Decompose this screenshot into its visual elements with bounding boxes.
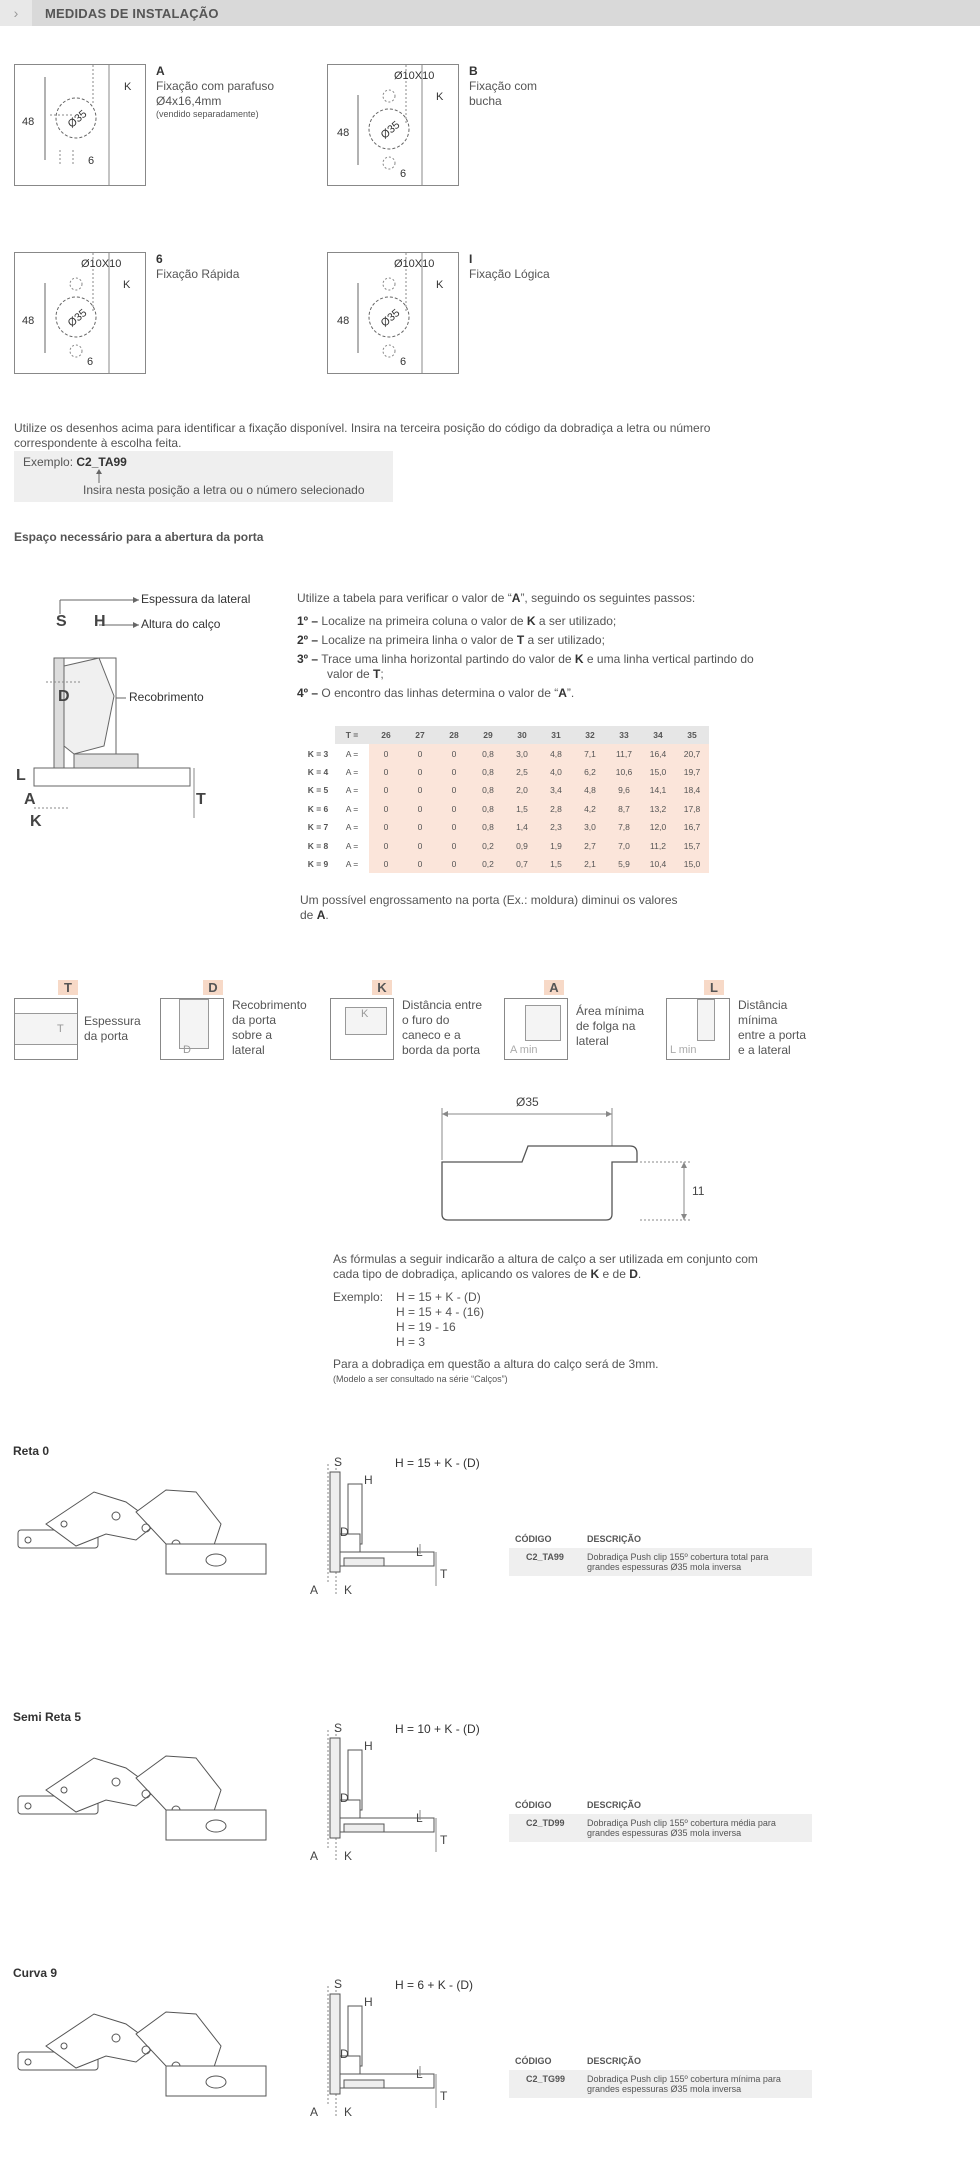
a-cell: 8,7 — [607, 800, 641, 818]
a-cell: 0 — [403, 763, 437, 781]
step-3: 3º – Trace uma linha horizontal partindo do valor de K e uma linha vertical partindo do — [297, 652, 754, 666]
dimension-drawing — [300, 1454, 460, 1604]
a-cell: 0 — [437, 855, 471, 873]
a-cell: 15,7 — [675, 836, 709, 854]
a-cell: 1,9 — [539, 836, 573, 854]
a-cell: 2,5 — [505, 763, 539, 781]
a-label: A = — [335, 744, 369, 762]
legend-inner: D — [183, 1044, 191, 1056]
section-header — [0, 0, 980, 26]
formula-note: (Modelo a ser consultado na série “Calços”) — [333, 1374, 508, 1384]
hinge-illustration — [16, 2006, 272, 2116]
a-cell: 5,9 — [607, 855, 641, 873]
a-cell: 0 — [403, 781, 437, 799]
legend-text-k: Distância entre o furo do caneco e a borda da porta — [402, 998, 483, 1057]
example-line — [23, 455, 127, 470]
a-cell: 10,6 — [607, 763, 641, 781]
fixation-letter: I — [469, 252, 473, 266]
steps-intro: Utilize a tabela para verificar o valor de “A”, seguindo os seguintes passos: — [297, 591, 696, 605]
dim-k: K — [344, 1583, 353, 1597]
table-row — [301, 744, 709, 762]
cup-depth: 11 — [692, 1184, 705, 1198]
product-formula: H = 6 + K - (D) — [395, 1978, 474, 1992]
step-2: 2º – Localize na primeira linha o valor de T a ser utilizado; — [297, 633, 605, 647]
k-label: K = 7 — [301, 818, 335, 836]
product-section — [0, 1966, 980, 2166]
product-section — [0, 1444, 980, 1644]
legend-tag-k: K — [372, 980, 392, 995]
k-label: K = 3 — [301, 744, 335, 762]
t-value: 34 — [641, 726, 675, 744]
dim-s: S — [334, 1455, 343, 1469]
a-label: A = — [335, 818, 369, 836]
dim-k: K — [124, 81, 132, 93]
a-cell: 0,7 — [505, 855, 539, 873]
formula-example-label: Exemplo: — [333, 1290, 384, 1304]
dim-48: 48 — [337, 315, 350, 327]
a-cell: 6,2 — [573, 763, 607, 781]
product-desc: Dobradiça Push clip 155º cobertura mínima para grandes espessuras Ø35 mola inversa — [587, 2074, 781, 2094]
a-cell: 3,0 — [505, 744, 539, 762]
code-table — [509, 1798, 812, 1842]
a-cell: 4,8 — [539, 744, 573, 762]
a-cell: 0 — [369, 836, 403, 854]
dim-6: 6 — [400, 356, 407, 368]
formula-line: H = 15 + 4 - (16) — [396, 1305, 485, 1319]
legend-tag-d: D — [203, 980, 223, 995]
product-code: C2_TD99 — [526, 1818, 565, 1828]
t-value: 35 — [675, 726, 709, 744]
code-table — [509, 2054, 812, 2098]
label-d: D — [58, 688, 70, 705]
a-cell: 11,2 — [641, 836, 675, 854]
a-cell: 0,8 — [471, 818, 505, 836]
code-header: CÓDIGO — [515, 1534, 552, 1544]
legend-inner: K — [361, 1008, 369, 1020]
example-box — [14, 451, 393, 502]
a-cell: 20,7 — [675, 744, 709, 762]
a-cell: 4,2 — [573, 800, 607, 818]
t-value: 32 — [573, 726, 607, 744]
table-row — [301, 855, 709, 873]
a-cell: 19,7 — [675, 763, 709, 781]
dim-10x10: Ø10X10 — [394, 70, 435, 82]
a-cell: 1,4 — [505, 818, 539, 836]
code-header: CÓDIGO — [515, 2056, 552, 2066]
a-cell: 4,0 — [539, 763, 573, 781]
dim-t: T — [440, 2089, 448, 2103]
a-cell: 1,5 — [539, 855, 573, 873]
a-value-table — [301, 726, 709, 873]
dim-l: L — [416, 1811, 423, 1825]
product-formula: H = 15 + K - (D) — [395, 1456, 480, 1470]
legend-box-k — [330, 998, 394, 1060]
dim-k: K — [123, 279, 131, 291]
a-cell: 0 — [437, 744, 471, 762]
dim-48: 48 — [22, 116, 35, 128]
a-cell: 12,0 — [641, 818, 675, 836]
fixation-line: Fixação com — [469, 79, 538, 93]
product-desc: Dobradiça Push clip 155º cobertura média para grandes espessuras Ø35 mola inversa — [587, 1818, 776, 1838]
intro-paragraph: Utilize os desenhos acima para identificar a fixação disponível. Insira na terceira posição do código da dobradiça a letra ou número correspondente à escolha feita. — [14, 421, 711, 450]
formula-line: H = 15 + K - (D) — [396, 1290, 481, 1304]
a-label: A = — [335, 763, 369, 781]
fixation-letter: B — [469, 64, 478, 78]
step-4: 4º – O encontro das linhas determina o valor de “A”. — [297, 686, 575, 700]
a-cell: 14,1 — [641, 781, 675, 799]
dim-d: D — [340, 1791, 349, 1805]
code-table-header — [509, 1532, 812, 1548]
product-formula: H = 10 + K - (D) — [395, 1722, 480, 1736]
fixation-letter: 6 — [156, 252, 163, 266]
a-cell: 0 — [437, 836, 471, 854]
a-cell: 15,0 — [641, 763, 675, 781]
dim-k: K — [436, 91, 444, 103]
fixation-b-caption — [469, 64, 589, 109]
legend-box-d — [160, 998, 224, 1060]
legend-box-l — [666, 998, 730, 1060]
fixation-6-drawing — [15, 253, 145, 373]
a-cell: 2,8 — [539, 800, 573, 818]
label-recobrimento: Recobrimento — [129, 690, 204, 704]
a-cell: 0 — [403, 818, 437, 836]
a-label: A = — [335, 855, 369, 873]
label-a: A — [24, 791, 36, 808]
a-cell: 7,1 — [573, 744, 607, 762]
example-prefix: Exemplo: — [23, 455, 77, 469]
a-cell: 0,2 — [471, 855, 505, 873]
dim-48: 48 — [22, 315, 35, 327]
desc-header: DESCRIÇÃO — [587, 1534, 642, 1544]
a-cell: 0,9 — [505, 836, 539, 854]
dim-l: L — [416, 2067, 423, 2081]
section-title: MEDIDAS DE INSTALAÇÃO — [45, 6, 219, 21]
a-cell: 15,0 — [675, 855, 709, 873]
label-altura: Altura do calço — [141, 617, 221, 631]
product-section — [0, 1710, 980, 1910]
formula-line: H = 3 — [396, 1335, 426, 1349]
t-value: 33 — [607, 726, 641, 744]
chevron-right-icon[interactable]: › — [0, 0, 32, 26]
table-row — [301, 818, 709, 836]
dim-l: L — [416, 1545, 423, 1559]
a-cell: 4,8 — [573, 781, 607, 799]
fixation-line: Fixação com parafuso — [156, 79, 275, 93]
table-row — [301, 781, 709, 799]
t-value: 28 — [437, 726, 471, 744]
a-cell: 0 — [403, 836, 437, 854]
dim-10x10: Ø10X10 — [81, 258, 122, 270]
dim-a: A — [310, 2105, 319, 2119]
legend-inner: T — [57, 1023, 64, 1035]
example-code: C2_TA99 — [76, 455, 127, 469]
a-cell: 1,5 — [505, 800, 539, 818]
a-cell: 0,8 — [471, 744, 505, 762]
a-cell: 0 — [403, 855, 437, 873]
table-row — [301, 836, 709, 854]
dim-k: K — [436, 279, 444, 291]
fixation-diagram-i — [327, 252, 459, 374]
product-title: Reta 0 — [13, 1444, 50, 1458]
legend-tag-t: T — [58, 980, 78, 995]
a-cell: 3,4 — [539, 781, 573, 799]
a-cell: 7,0 — [607, 836, 641, 854]
dimension-drawing — [300, 1720, 460, 1870]
product-desc: Dobradiça Push clip 155º cobertura total para grandes espessuras Ø35 mola inversa — [587, 1552, 769, 1572]
dim-35: Ø35 — [65, 306, 90, 330]
table-row — [301, 800, 709, 818]
a-cell: 0 — [403, 800, 437, 818]
label-t: T — [196, 791, 206, 808]
legend-box-a — [504, 998, 568, 1060]
a-cell: 0 — [369, 781, 403, 799]
a-cell: 0,8 — [471, 800, 505, 818]
cup-drawing — [430, 1090, 710, 1230]
dim-t: T — [440, 1833, 448, 1847]
legend-text-t: Espessura da porta — [84, 1014, 141, 1043]
dim-a: A — [310, 1583, 319, 1597]
a-cell: 16,7 — [675, 818, 709, 836]
a-cell: 0 — [369, 744, 403, 762]
a-cell: 10,4 — [641, 855, 675, 873]
a-cell: 2,3 — [539, 818, 573, 836]
k-label: K = 5 — [301, 781, 335, 799]
a-cell: 17,8 — [675, 800, 709, 818]
a-cell: 2,0 — [505, 781, 539, 799]
a-label: A = — [335, 781, 369, 799]
arrow-up-icon — [94, 469, 104, 483]
a-cell: 0 — [437, 763, 471, 781]
fixation-diagram-a — [14, 64, 146, 186]
code-table — [509, 1532, 812, 1576]
a-cell: 0 — [437, 781, 471, 799]
a-cell: 2,7 — [573, 836, 607, 854]
a-cell: 0 — [437, 818, 471, 836]
desc-header: DESCRIÇÃO — [587, 2056, 642, 2066]
legend-text-l: Distância mínima entre a porta e a lateral — [738, 998, 807, 1057]
a-cell: 0,8 — [471, 763, 505, 781]
product-title: Semi Reta 5 — [13, 1710, 82, 1724]
dim-6: 6 — [400, 168, 407, 180]
fixation-6-caption — [156, 252, 276, 282]
product-code: C2_TG99 — [526, 2074, 566, 2084]
dim-k: K — [344, 2105, 353, 2119]
table-corner — [301, 726, 335, 744]
dim-35: Ø35 — [65, 107, 90, 131]
label-l: L — [16, 767, 26, 784]
example-hint: Insira nesta posição a letra ou o número selecionado — [83, 483, 365, 497]
space-title: Espaço necessário para a abertura da porta — [14, 530, 264, 544]
dim-d: D — [340, 1525, 349, 1539]
fixation-diagram-b — [327, 64, 459, 186]
a-cell: 9,6 — [607, 781, 641, 799]
hinge-illustration — [16, 1484, 272, 1594]
dim-t: T — [440, 1567, 448, 1581]
dim-d: D — [340, 2047, 349, 2061]
step-1: 1º – Localize na primeira coluna o valor de K a ser utilizado; — [297, 614, 617, 628]
a-cell: 0,8 — [471, 781, 505, 799]
fixation-line: Ø4x16,4mm — [156, 94, 222, 108]
a-cell: 18,4 — [675, 781, 709, 799]
formula-lines — [396, 1290, 484, 1350]
fixation-i-drawing — [328, 253, 458, 373]
a-cell: 13,2 — [641, 800, 675, 818]
t-value: 29 — [471, 726, 505, 744]
dim-35: Ø35 — [378, 306, 403, 330]
t-value: 30 — [505, 726, 539, 744]
a-table — [301, 726, 709, 873]
fixation-letter: A — [156, 64, 165, 78]
t-label: T = — [335, 726, 369, 744]
a-cell: 0 — [369, 818, 403, 836]
code-row — [509, 2070, 812, 2098]
code-row — [509, 1548, 812, 1576]
code-row — [509, 1814, 812, 1842]
a-cell: 16,4 — [641, 744, 675, 762]
dim-35: Ø35 — [378, 118, 403, 142]
label-k: K — [30, 813, 42, 830]
fixation-diagram-6 — [14, 252, 146, 374]
fixation-note: (vendido separadamente) — [156, 109, 259, 119]
t-value: 26 — [369, 726, 403, 744]
code-table-header — [509, 2054, 812, 2070]
dim-s: S — [334, 1977, 343, 1991]
table-row — [301, 763, 709, 781]
a-label: A = — [335, 836, 369, 854]
fixation-i-caption — [469, 252, 589, 282]
a-cell: 0 — [437, 800, 471, 818]
code-table-header — [509, 1798, 812, 1814]
legend-inner: L min — [670, 1044, 697, 1056]
k-label: K = 6 — [301, 800, 335, 818]
label-s: S — [56, 613, 67, 630]
legend-text-d: Recobrimento da porta sobre a lateral — [232, 998, 307, 1057]
a-cell: 0 — [369, 763, 403, 781]
a-cell: 0 — [403, 744, 437, 762]
dim-48: 48 — [337, 127, 350, 139]
k-label: K = 9 — [301, 855, 335, 873]
desc-header: DESCRIÇÃO — [587, 1800, 642, 1810]
fixation-a-caption — [156, 64, 296, 120]
t-value: 31 — [539, 726, 573, 744]
a-label: A = — [335, 800, 369, 818]
legend-tag-l: L — [704, 980, 724, 995]
legend — [14, 980, 954, 1060]
product-title: Curva 9 — [13, 1966, 58, 1980]
legend-text-a: Área mínima de folga na lateral — [576, 1004, 645, 1048]
dim-k: K — [344, 1849, 353, 1863]
formula-line: H = 19 - 16 — [396, 1320, 456, 1334]
fixation-line: Fixação Lógica — [469, 267, 550, 281]
hinge-illustration — [16, 1750, 272, 1860]
dim-h: H — [364, 1473, 373, 1487]
t-value: 27 — [403, 726, 437, 744]
dim-6: 6 — [88, 155, 95, 167]
fixation-b-drawing — [328, 65, 458, 185]
legend-box-t — [14, 998, 78, 1060]
formula-result: Para a dobradiça em questão a altura do calço será de 3mm. — [333, 1357, 659, 1371]
formula-paragraph: As fórmulas a seguir indicarão a altura de calço a ser utilizada em conjunto com cada tipo de dobradiça, aplicando os valores de K e de D. — [333, 1252, 758, 1281]
legend-tag-a: A — [544, 980, 564, 995]
fixation-line: Fixação Rápida — [156, 267, 240, 281]
a-cell: 0 — [369, 855, 403, 873]
a-cell: 3,0 — [573, 818, 607, 836]
dim-h: H — [364, 1995, 373, 2009]
fixation-line: bucha — [469, 94, 502, 108]
dimension-drawing — [300, 1976, 460, 2126]
label-espessura: Espessura da lateral — [141, 592, 251, 606]
a-cell: 0 — [369, 800, 403, 818]
code-header: CÓDIGO — [515, 1800, 552, 1810]
a-cell: 2,1 — [573, 855, 607, 873]
k-label: K = 4 — [301, 763, 335, 781]
dim-a: A — [310, 1849, 319, 1863]
dim-s: S — [334, 1721, 343, 1735]
legend-inner: A min — [510, 1044, 538, 1056]
label-h: H — [94, 613, 106, 630]
cup-dia: Ø35 — [516, 1095, 539, 1109]
dim-6: 6 — [87, 356, 94, 368]
a-cell: 11,7 — [607, 744, 641, 762]
a-cell: 7,8 — [607, 818, 641, 836]
dim-10x10: Ø10X10 — [394, 258, 435, 270]
step-3-cont: valor de T; — [327, 667, 384, 681]
a-cell: 0,2 — [471, 836, 505, 854]
dim-h: H — [364, 1739, 373, 1753]
fixation-a-drawing — [15, 65, 145, 185]
product-code: C2_TA99 — [526, 1552, 564, 1562]
k-label: K = 8 — [301, 836, 335, 854]
thickness-note: Um possível engrossamento na porta (Ex.: moldura) diminui os valores de A. — [300, 893, 678, 922]
